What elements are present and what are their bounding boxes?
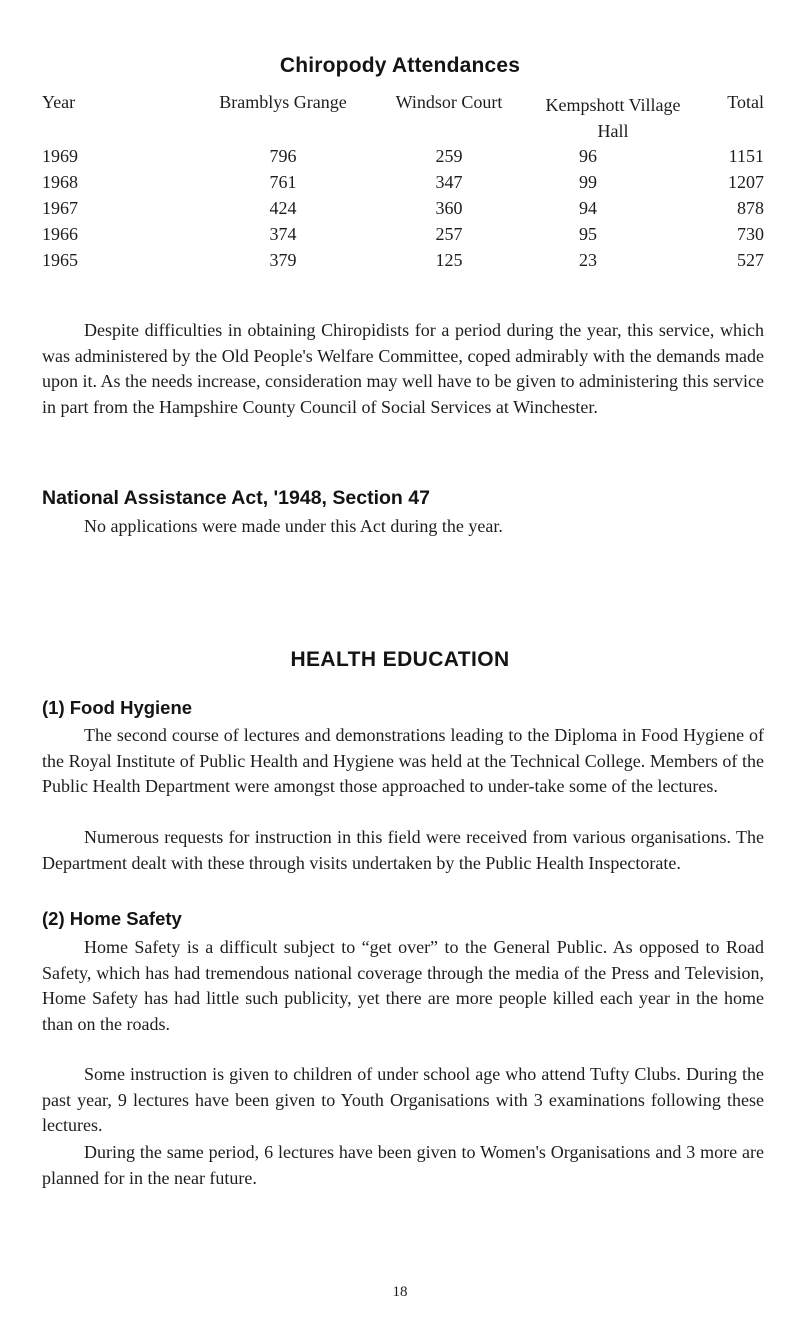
cell-year: 1965 [42, 250, 78, 270]
table-row [0, 146, 800, 172]
cell-windsor: 259 [435, 146, 463, 166]
header-kempshott-line2: Hall [597, 121, 629, 141]
chiropody-paragraph: Despite difficulties in obtaining Chiropidists for a period during the year, this service, which was administered by the Old People's Welfare Committee, coped admirably with the demands made upon it. As the needs increase, consideration may well have to be given to administering this service in part from the Hampshire County Council of Social Services at Winchester. [42, 320, 764, 417]
cell-year: 1966 [42, 224, 78, 244]
table-row [0, 250, 800, 276]
header-year: Year [42, 92, 76, 112]
cell-kempshott: 99 [579, 172, 597, 192]
home-safety-title: (2) Home Safety [42, 908, 182, 929]
cell-total: 878 [737, 198, 764, 218]
header-kempshott [516, 92, 710, 144]
cell-bramblys: 761 [269, 172, 297, 192]
page-number: 18 [392, 1284, 408, 1300]
cell-year: 1969 [42, 146, 78, 166]
home-safety-paragraph-1: Home Safety is a difficult subject to “get over” to the General Public. As opposed to Road Safety, which has had tremendous national coverage through the media of the Press and Television, Home Safety has had little such publicity, yet there are more people killed each year in the home than on the roads. [42, 937, 764, 1034]
header-bramblys-grange: Bramblys Grange [219, 92, 347, 112]
cell-total: 1151 [728, 146, 764, 166]
home-safety-paragraph-2: Some instruction is given to children of under school age who attend Tufty Clubs. During the past year, 9 lectures have been given to Youth Organisations with 3 examinations following these lectures. [42, 1064, 764, 1135]
health-education-title: HEALTH EDUCATION [290, 648, 510, 671]
cell-year: 1967 [42, 198, 78, 218]
cell-total: 527 [737, 250, 764, 270]
table-row [0, 224, 800, 250]
cell-windsor: 125 [435, 250, 463, 270]
cell-kempshott: 96 [579, 146, 597, 166]
home-safety-paragraph-3: During the same period, 6 lectures have been given to Women's Organisations and 3 more are planned for in the near future. [42, 1142, 764, 1188]
national-assistance-title: National Assistance Act, '1948, Section 47 [42, 487, 430, 509]
cell-kempshott: 23 [579, 250, 597, 270]
header-kempshott-line1: Kempshott Village [545, 95, 681, 115]
cell-kempshott: 94 [579, 198, 597, 218]
food-hygiene-title: (1) Food Hygiene [42, 697, 193, 718]
cell-total: 730 [737, 224, 764, 244]
cell-bramblys: 796 [269, 146, 297, 166]
chiropody-title: Chiropody Attendances [279, 54, 521, 77]
cell-year: 1968 [42, 172, 78, 192]
table-row [0, 198, 800, 224]
cell-bramblys: 379 [269, 250, 297, 270]
table-row [0, 172, 800, 198]
food-hygiene-paragraph-1: The second course of lectures and demonstrations leading to the Diploma in Food Hygiene of the Royal Institute of Public Health and Hygiene was held at the Technical College. Members of the Public Health Department were amongst those approached to under-take some of the lectures. [42, 725, 764, 796]
cell-bramblys: 374 [269, 224, 297, 244]
cell-windsor: 347 [435, 172, 463, 192]
cell-total: 1207 [728, 172, 764, 192]
cell-bramblys: 424 [269, 198, 297, 218]
food-hygiene-paragraph-2: Numerous requests for instruction in this field were received from various organisations. The Department dealt with these through visits undertaken by the Public Health Inspectorate. [42, 827, 764, 873]
cell-windsor: 257 [435, 224, 463, 244]
header-windsor-court: Windsor Court [395, 92, 503, 112]
cell-windsor: 360 [435, 198, 463, 218]
cell-kempshott: 95 [579, 224, 597, 244]
national-assistance-text: No applications were made under this Act during the year. [84, 516, 503, 536]
header-total: Total [727, 92, 764, 112]
